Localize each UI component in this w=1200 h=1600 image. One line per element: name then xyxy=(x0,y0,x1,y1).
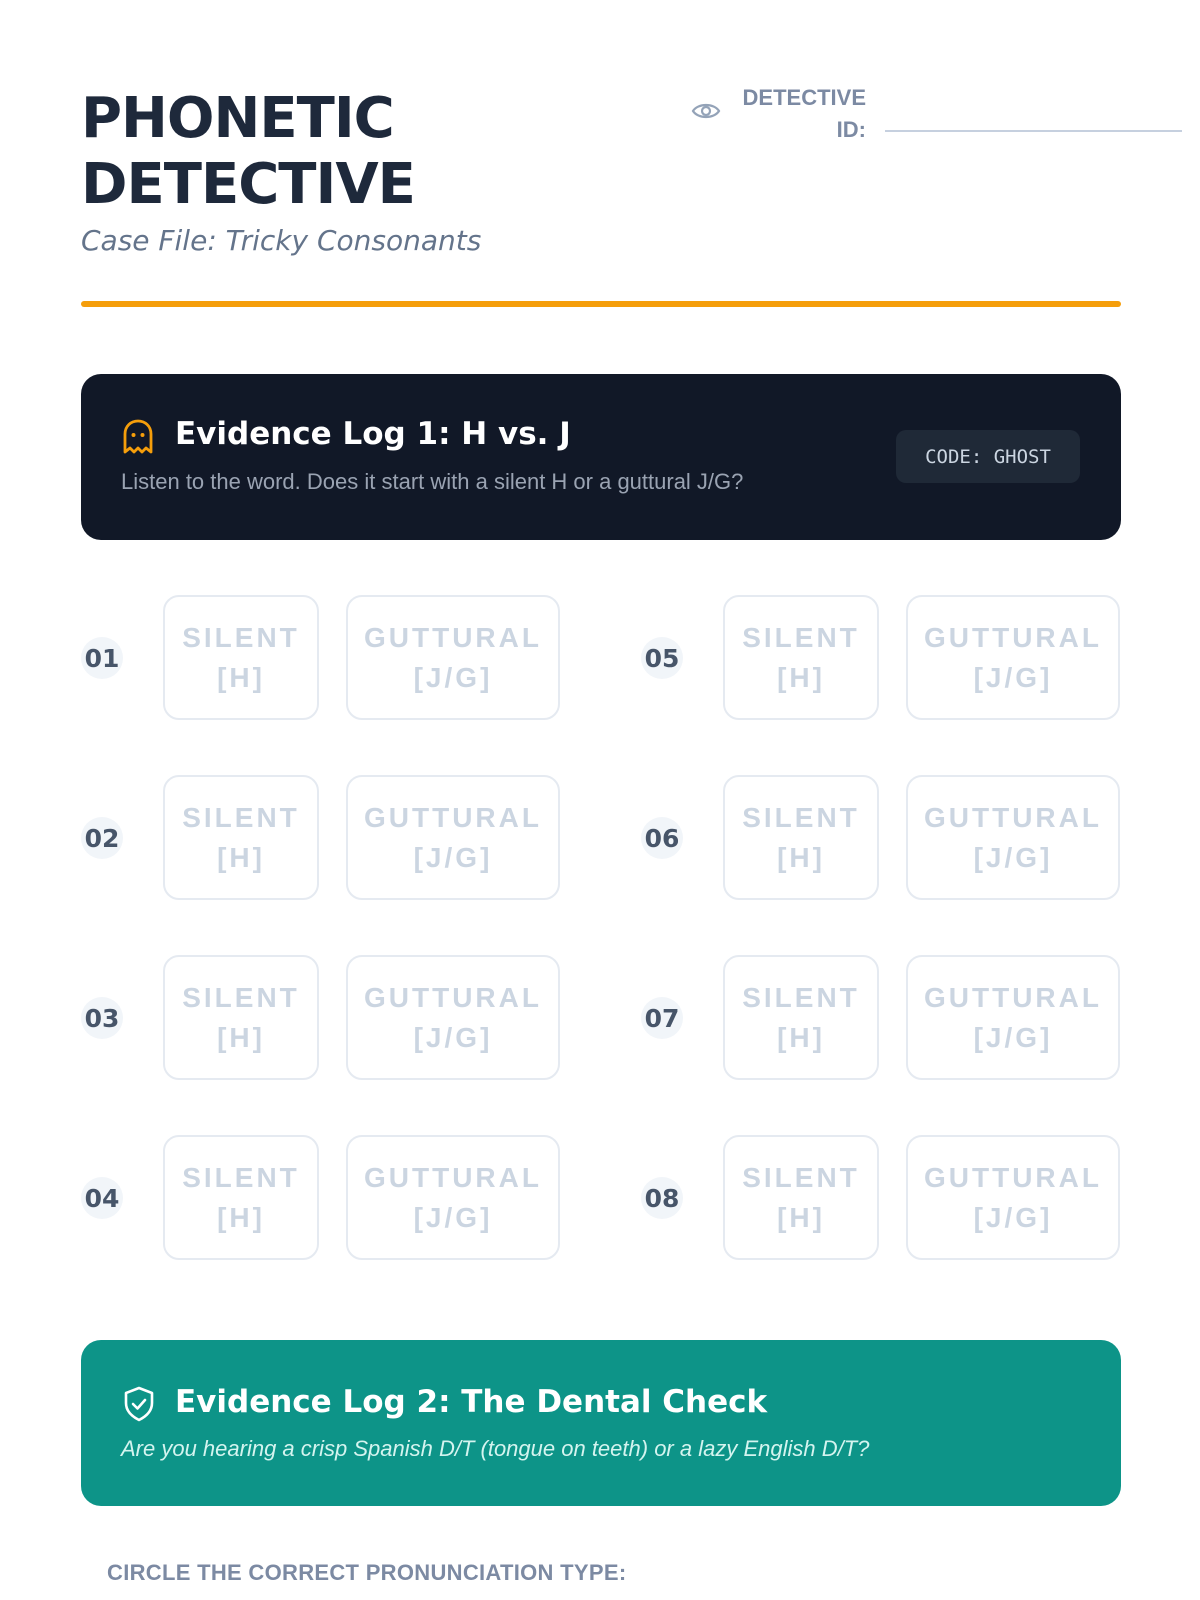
answer-row xyxy=(641,595,1121,720)
case-file-subtitle: Case File: Tricky Consonants xyxy=(81,224,482,257)
guttural-jg-option[interactable]: GUTTURAL [J/G] xyxy=(906,1135,1120,1260)
evidence-log-1-title: Evidence Log 1: H vs. J xyxy=(175,416,571,452)
detective-id-label: DETECTIVE ID: xyxy=(742,85,866,142)
detective-id-input-line[interactable] xyxy=(885,130,1182,132)
silent-h-option[interactable]: SILENT [H] xyxy=(163,775,319,900)
guttural-jg-option[interactable]: GUTTURAL [J/G] xyxy=(346,595,560,720)
guttural-jg-option[interactable]: GUTTURAL [J/G] xyxy=(346,1135,560,1260)
answer-row xyxy=(81,1135,561,1260)
evidence-log-1-instructions: Listen to the word. Does it start with a silent H or a guttural J/G? xyxy=(121,469,744,494)
silent-h-option[interactable]: SILENT [H] xyxy=(163,1135,319,1260)
evidence-log-1-answer-grid xyxy=(81,595,1121,1260)
guttural-jg-option[interactable]: GUTTURAL [J/G] xyxy=(346,775,560,900)
guttural-jg-option[interactable]: GUTTURAL [J/G] xyxy=(346,955,560,1080)
code-badge: CODE: GHOST xyxy=(896,430,1080,483)
eye-icon xyxy=(691,100,721,122)
item-number: 06 xyxy=(641,817,683,859)
evidence-log-2-title: Evidence Log 2: The Dental Check xyxy=(175,1384,768,1420)
item-number: 02 xyxy=(81,817,123,859)
circle-prompt-label: CIRCLE THE CORRECT PRONUNCIATION TYPE: xyxy=(107,1560,627,1585)
answer-row xyxy=(641,775,1121,900)
item-number: 03 xyxy=(81,997,123,1039)
ghost-icon xyxy=(121,418,155,456)
answer-row xyxy=(81,955,561,1080)
answer-row xyxy=(641,1135,1121,1260)
item-number: 04 xyxy=(81,1177,123,1219)
header-divider xyxy=(81,301,1121,307)
item-number: 01 xyxy=(81,637,123,679)
shield-check-icon xyxy=(123,1386,155,1422)
silent-h-option[interactable]: SILENT [H] xyxy=(723,1135,879,1260)
page-title: PHONETIC DETECTIVE xyxy=(81,86,415,217)
evidence-log-2-instructions: Are you hearing a crisp Spanish D/T (tongue on teeth) or a lazy English D/T? xyxy=(121,1436,870,1461)
answer-row xyxy=(641,955,1121,1080)
detective-id-field xyxy=(611,86,1200,156)
silent-h-option[interactable]: SILENT [H] xyxy=(723,955,879,1080)
answer-row xyxy=(81,775,561,900)
answer-row xyxy=(81,595,561,720)
evidence-log-2-banner xyxy=(81,1340,1121,1506)
item-number: 05 xyxy=(641,637,683,679)
silent-h-option[interactable]: SILENT [H] xyxy=(723,595,879,720)
silent-h-option[interactable]: SILENT [H] xyxy=(163,955,319,1080)
silent-h-option[interactable]: SILENT [H] xyxy=(723,775,879,900)
guttural-jg-option[interactable]: GUTTURAL [J/G] xyxy=(906,595,1120,720)
item-number: 07 xyxy=(641,997,683,1039)
guttural-jg-option[interactable]: GUTTURAL [J/G] xyxy=(906,955,1120,1080)
worksheet-header xyxy=(81,86,1121,256)
evidence-log-1-banner xyxy=(81,374,1121,540)
item-number: 08 xyxy=(641,1177,683,1219)
guttural-jg-option[interactable]: GUTTURAL [J/G] xyxy=(906,775,1120,900)
silent-h-option[interactable]: SILENT [H] xyxy=(163,595,319,720)
